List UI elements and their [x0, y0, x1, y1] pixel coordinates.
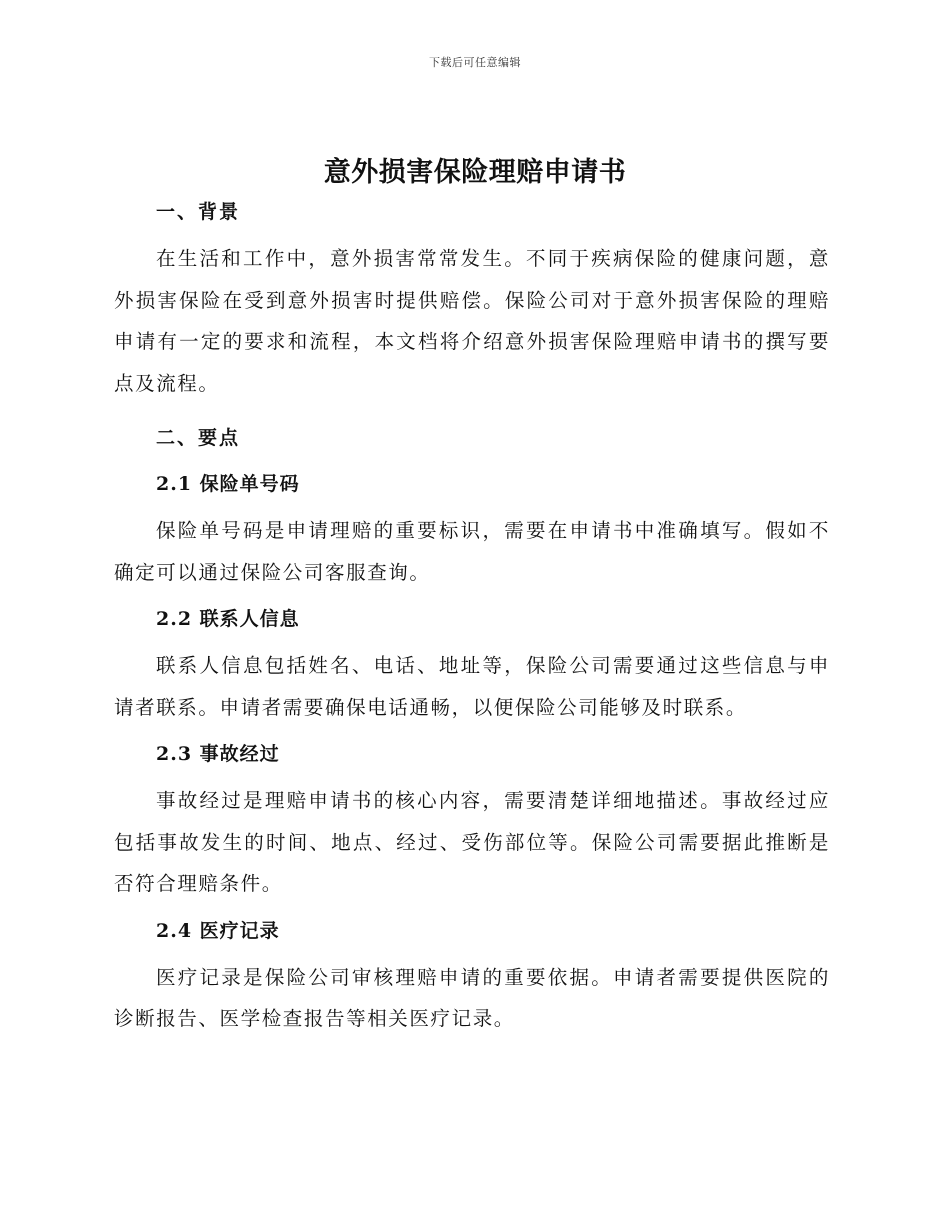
subsection-heading-accident-details: 2.3 事故经过 — [156, 743, 280, 765]
medical-records-paragraph: 医疗记录是保险公司审核理赔申请的重要依据。申请者需要提供医院的诊断报告、医学检查报告等相关医疗记录。 — [114, 965, 830, 1030]
subsection-heading-policy-number: 2.1 保险单号码 — [156, 473, 300, 495]
document-body — [114, 196, 830, 1040]
contact-info-paragraph: 联系人信息包括姓名、电话、地址等，保险公司需要通过这些信息与申请者联系。申请者需要确保电话通畅，以便保险公司能够及时联系。 — [114, 654, 830, 719]
document-title: 意外损害保险理赔申请书 — [323, 157, 627, 188]
section-heading-key-points: 二、要点 — [156, 427, 241, 449]
subsection-heading-medical-records: 2.4 医疗记录 — [156, 919, 280, 942]
policy-number-paragraph: 保险单号码是申请理赔的重要标识，需要在申请书中准确填写。假如不确定可以通过保险公司客服查询。 — [114, 519, 830, 584]
section-heading-background: 一、背景 — [156, 201, 241, 223]
background-paragraph: 在生活和工作中，意外损害常常发生。不同于疾病保险的健康问题，意外损害保险在受到意外损害时提供赔偿。保险公司对于意外损害保险的理赔申请有一定的要求和流程，本文档将介绍意外损害保险理赔申请书的撰写要点及流程。 — [114, 247, 830, 395]
accident-details-paragraph: 事故经过是理赔申请书的核心内容，需要清楚详细地描述。事故经过应包括事故发生的时间、地点、经过、受伤部位等。保险公司需要据此推断是否符合理赔条件。 — [114, 789, 830, 895]
subsection-heading-contact-info: 2.2 联系人信息 — [156, 608, 300, 630]
header-note: 下载后可任意编辑 — [429, 56, 521, 69]
